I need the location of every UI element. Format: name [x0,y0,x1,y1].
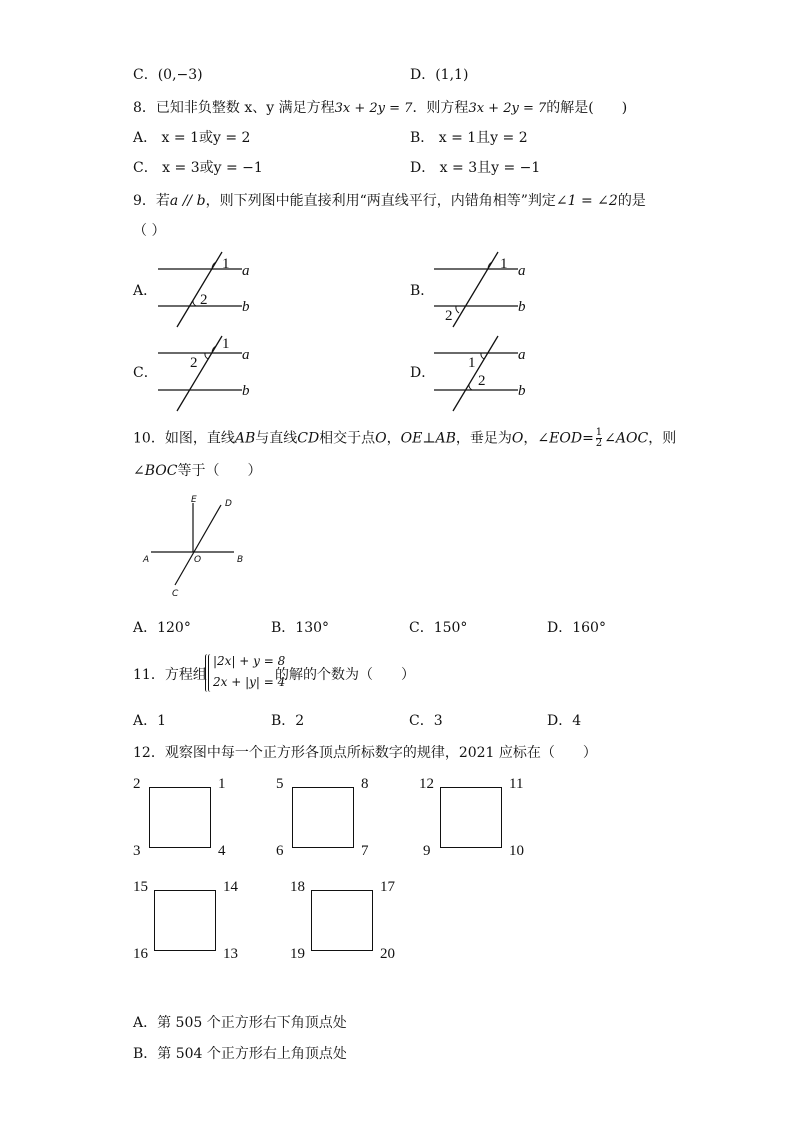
q12-square-2 [292,787,354,848]
q10-point-o-2: O [511,430,524,447]
q9-a-line-a: a [242,263,250,279]
q8-equation-2: 3x + 2y = 7 [468,101,547,116]
q12-sq3-tl: 12 [419,776,434,792]
q9-a-label-2: 2 [200,292,208,308]
q12-sq5-br: 20 [380,946,395,962]
q11-option-d: D．4 [547,713,582,729]
q12-sq5-tl: 18 [290,879,305,895]
q9-angles: ∠1 = ∠2 [555,193,618,209]
q12-option-b: B．第 504 个正方形右上角顶点处 [133,1046,347,1062]
q10-figure [140,495,260,605]
q9-figure-b [426,250,536,330]
q12-stem: 12．观察图中每一个正方形各顶点所标数字的规律，2021 应标在（ ） [133,745,597,761]
q10-angle-eod: ∠EOD [537,430,583,447]
q10-fraction [596,428,602,449]
q12-sq2-tl: 5 [276,776,284,792]
q10-point-o: O [375,430,387,447]
q9-option-c: C． [133,365,158,381]
q9-figure-c [150,334,260,414]
q10-perpendicular: OE⊥AB [400,430,456,447]
q7-option-c: C．(0,−3) [133,67,203,83]
q12-sq5-bl: 19 [290,946,305,962]
q9-c-label-2: 2 [190,355,198,371]
q10-stem-text-6: 等于（ ） [177,463,262,479]
q12-sq4-bl: 16 [133,946,148,962]
q12-sq2-br: 7 [361,843,369,859]
q10-stem [133,428,676,449]
q11-stem: 11．方程组 [133,667,207,683]
q12-sq1-tr: 1 [218,776,226,792]
q12-sq3-bl: 9 [423,843,431,859]
q9-paren: （ ） [133,223,166,239]
q12-sq1-br: 4 [218,843,226,859]
q10-stem-line2 [133,464,261,478]
q8-option-c: C． x = 3或y = −1 [133,160,263,176]
q8-stem-text-3: 的解是( ) [546,100,628,116]
q9-d-label-1: 1 [468,355,476,371]
q7-option-d: D．(1,1) [410,67,469,83]
q8-option-a: A． x = 1或y = 2 [133,130,251,146]
q9-stem-text-3: 的是 [617,193,646,209]
q12-sq1-tl: 2 [133,776,141,792]
q10-fig-a: A [143,555,150,565]
q10-stem-text-5: ，则 [648,430,677,447]
q12-sq4-tr: 14 [223,879,238,895]
q11-equation-1: |2x| + y = 8 [213,654,286,668]
q11-option-a: A．1 [133,713,167,729]
q12-sq2-tr: 8 [361,776,369,792]
q9-condition: a // b [169,193,206,209]
q11-option-c: C．3 [409,713,443,729]
q12-square-3 [440,787,502,848]
q10-angle-boc: ∠BOC [133,463,178,479]
q10-stem-text-2: 与直线 [255,430,298,447]
q12-sq3-tr: 11 [509,776,524,792]
q10-frac-den: 2 [595,438,603,449]
q9-d-line-b: b [518,383,526,399]
q12-sq1-bl: 3 [133,843,141,859]
q12-square-1 [149,787,211,848]
q10-equals: = [582,430,594,447]
q9-b-label-2: 2 [445,308,453,324]
q8-equation: 3x + 2y = 7 [334,101,413,116]
q10-fig-e: E [191,495,197,505]
q12-sq4-tl: 15 [133,879,148,895]
q10-comma-2: ， [523,430,538,447]
q9-b-label-1: 1 [500,256,508,272]
q10-fig-b: B [237,555,244,565]
q9-d-label-2: 2 [478,373,486,389]
q12-option-a: A．第 505 个正方形右下角顶点处 [133,1015,347,1031]
q8-stem [133,101,627,115]
q9-option-d: D． [410,365,436,381]
q10-line-ab: AB [234,430,256,447]
q10-stem-text-4: ，垂足为 [455,430,512,447]
q10-fig-o: O [194,555,202,565]
q9-figure-a [150,250,260,330]
q9-option-b: B． [410,283,435,299]
q9-c-label-1: 1 [222,336,230,352]
q10-option-c: C．150° [409,620,468,636]
q10-option-a: A．120° [133,620,191,636]
q12-sq3-br: 10 [509,843,524,859]
q12-sq4-br: 13 [223,946,238,962]
q9-c-line-b: b [242,383,250,399]
q9-stem-text: 9．若 [133,193,170,209]
q9-option-a: A． [133,283,158,299]
q10-stem-text-3: 相交于点 [319,430,376,447]
q8-option-b: B． x = 1且y = 2 [410,130,528,146]
q12-square-4 [154,890,216,951]
q9-a-label-1: 1 [222,256,230,272]
q8-stem-text-2: ．则方程 [412,100,469,116]
q8-stem-text: 8．已知非负整数 x、y 满足方程 [133,100,335,116]
q10-angle-aoc: ∠AOC [604,430,649,447]
q11-equation-2: 2x + |y| = 4 [213,675,286,689]
q12-sq2-bl: 6 [276,843,284,859]
q9-b-line-b: b [518,299,526,315]
q11-stem-2: 的解的个数为（ ） [275,667,415,683]
q10-option-d: D．160° [547,620,606,636]
q10-fig-d: D [225,499,232,509]
q12-square-5 [311,890,373,951]
q10-fig-c: C [172,589,179,599]
q10-line-cd: CD [297,430,320,447]
q8-option-d: D． x = 3且y = −1 [410,160,541,176]
q10-option-b: B．130° [271,620,330,636]
q10-frac-num: 1 [595,427,603,438]
q10-comma: ， [386,430,401,447]
q9-b-line-a: a [518,263,526,279]
q10-stem-text: 10．如图，直线 [133,430,235,447]
q11-option-b: B．2 [271,713,305,729]
q9-d-line-a: a [518,347,526,363]
q9-stem-text-2: ，则下列图中能直接利用“两直线平行，内错角相等”判定 [205,193,556,209]
q9-stem [133,194,646,208]
q12-sq5-tr: 17 [380,879,395,895]
q9-c-line-a: a [242,347,250,363]
q9-a-line-b: b [242,299,250,315]
